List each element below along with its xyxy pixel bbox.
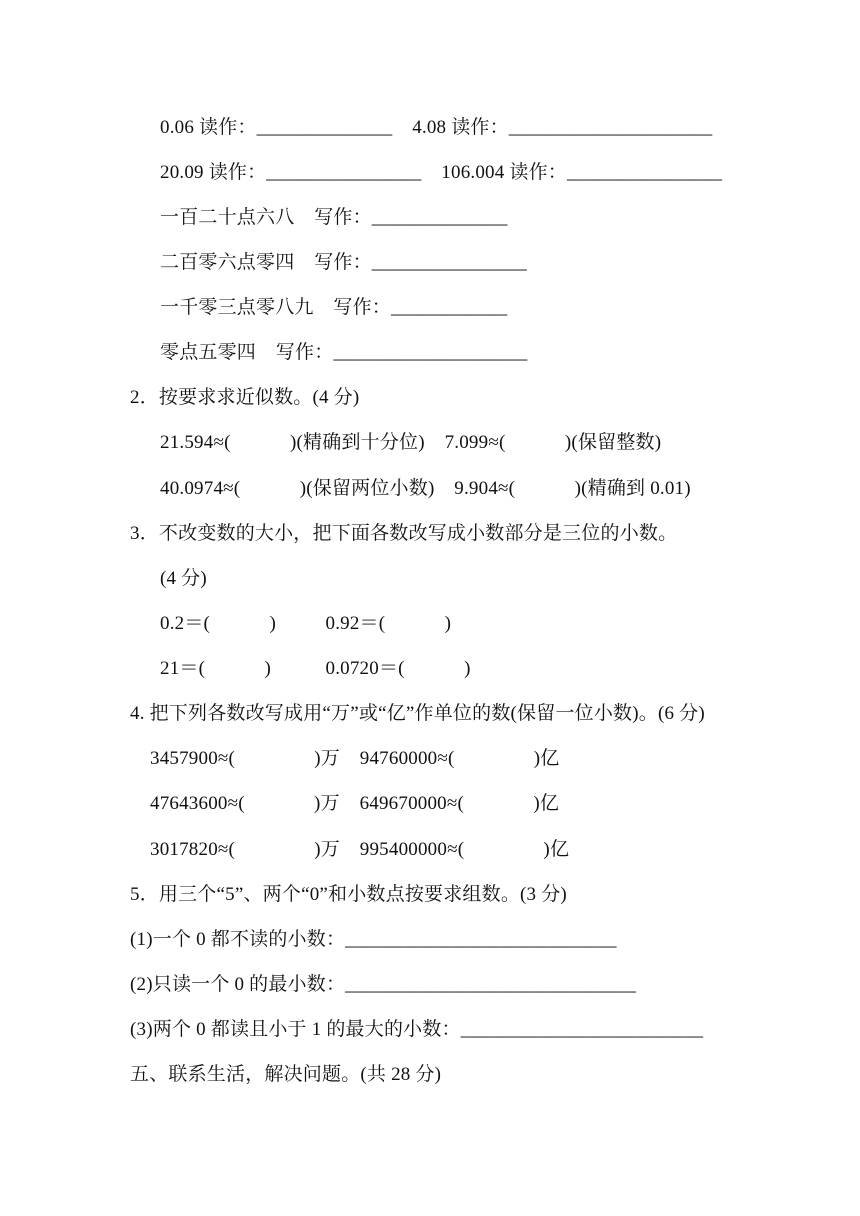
question-3-heading: 3．不改变数的大小，把下面各数改写成小数部分是三位的小数。	[130, 523, 678, 544]
question-4-row-3: 3017820≈( )万 995400000≈( )亿	[150, 839, 570, 860]
question-4-heading: 4. 把下列各数改写成用“万”或“亿”作单位的数(保留一位小数)。(6 分)	[130, 703, 705, 724]
write-120-68: 一百二十点六八 写作：______________	[160, 207, 508, 228]
question-5-part-3: (3)两个 0 都读且小于 1 的最大的小数：_________________________	[130, 1019, 704, 1040]
question-2-heading: 2．按要求求近似数。(4 分)	[130, 387, 360, 408]
question-2-row-1: 21.594≈( )(精确到十分位) 7.099≈( )(保留整数)	[160, 432, 662, 453]
question-5-heading: 5．用三个“5”、两个“0”和小数点按要求组数。(3 分)	[130, 884, 567, 905]
section-5-heading: 五、联系生活，解决问题。(共 28 分)	[130, 1064, 442, 1085]
question-4-row-2: 47643600≈( )万 649670000≈( )亿	[150, 793, 560, 814]
question-5-part-1: (1)一个 0 都不读的小数：____________________________	[130, 929, 617, 950]
read-0-06-and-4-08: 0.06 读作：______________ 4.08 读作：_____________________	[160, 117, 713, 138]
question-2-row-2: 40.0974≈( )(保留两位小数) 9.904≈( )(精确到 0.01)	[160, 478, 691, 499]
question-5-part-2: (2)只读一个 0 的最小数：______________________________	[130, 974, 637, 995]
question-3-row-2: 21＝( ) 0.0720＝( )	[160, 658, 471, 679]
question-3-score: (4 分)	[160, 568, 207, 589]
write-206-04: 二百零六点零四 写作：________________	[160, 252, 528, 273]
read-20-09-and-106-004: 20.09 读作：________________ 106.004 读作：________________	[160, 162, 723, 183]
question-4-row-1: 3457900≈( )万 94760000≈( )亿	[150, 748, 560, 769]
write-1003-089: 一千零三点零八九 写作：____________	[160, 297, 508, 318]
write-0-504: 零点五零四 写作：____________________	[160, 342, 528, 363]
question-3-row-1: 0.2＝( ) 0.92＝( )	[160, 613, 452, 634]
